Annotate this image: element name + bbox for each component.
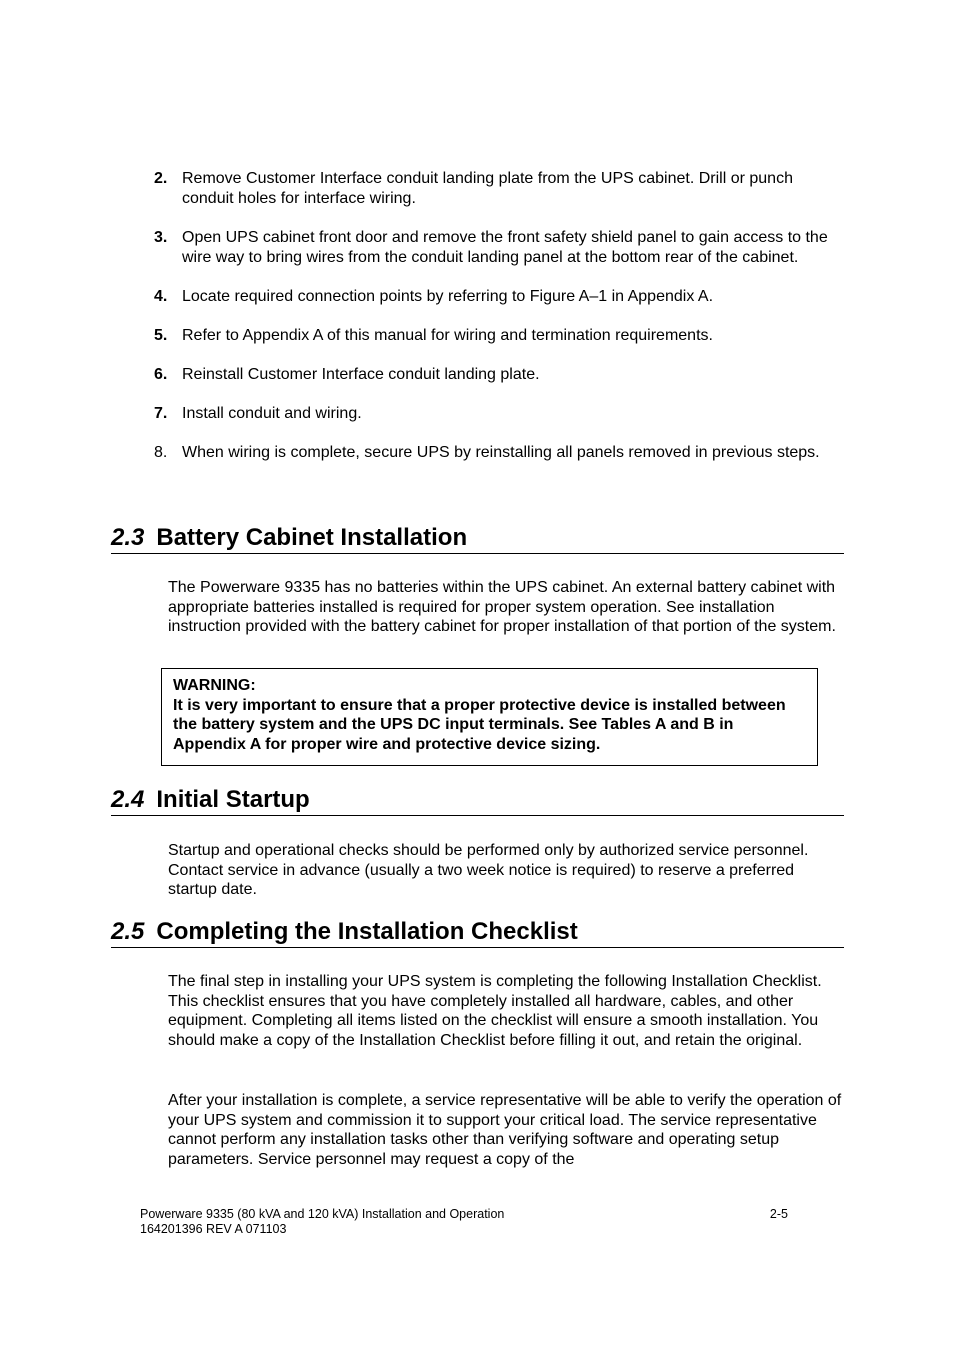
section-heading-installation-checklist xyxy=(111,918,844,948)
warning-text: It is very important to ensure that a proper protective device is installed between the battery system and the UPS DC input terminals. See Tables A and B in Appendix A for proper wire and protective device sizing. xyxy=(173,696,786,754)
section-heading-battery-cabinet xyxy=(111,524,844,554)
footer-title: Powerware 9335 (80 kVA and 120 kVA) Installation and Operation xyxy=(140,1207,505,1221)
step-text: Open UPS cabinet front door and remove the front safety shield panel to gain access to the wire way to bring wires from the conduit landing panel at the bottom rear of the cabinet. xyxy=(182,229,828,266)
section-title: Completing the Installation Checklist xyxy=(156,918,578,945)
list-item xyxy=(154,169,844,209)
checklist-paragraph-1: The final step in installing your UPS system is completing the following Installation Checklist. This checklist ensures that you have completely installed all hardware, cables, and other equipment. Completing all items listed on the checklist will ensure a smooth installation. You should make a copy of the Installation Checklist before filling it out, and retain the original. xyxy=(168,973,822,1050)
step-text: Reinstall Customer Interface conduit landing plate. xyxy=(182,366,540,383)
step-text: When wiring is complete, secure UPS by reinstalling all panels removed in previous steps. xyxy=(182,444,820,461)
section-title: Battery Cabinet Installation xyxy=(156,524,468,551)
list-item xyxy=(154,365,844,385)
step-text: Locate required connection points by referring to Figure A–1 in Appendix A. xyxy=(182,288,714,305)
step-number: 2. xyxy=(154,170,168,187)
step-number: 4. xyxy=(154,288,168,305)
list-item xyxy=(154,404,844,424)
section-heading-initial-startup xyxy=(111,786,844,816)
section-number: 2.5 xyxy=(111,918,145,945)
warning-label: WARNING: xyxy=(173,677,256,694)
footer-doc-id: 164201396 REV A 071103 xyxy=(140,1222,287,1236)
installation-steps-list xyxy=(154,169,844,482)
page-number: 2-5 xyxy=(769,1207,788,1221)
step-number: 5. xyxy=(154,327,168,344)
step-text: Refer to Appendix A of this manual for wiring and termination requirements. xyxy=(182,327,713,344)
section-title: Initial Startup xyxy=(156,786,310,813)
step-text: Install conduit and wiring. xyxy=(182,405,362,422)
list-item xyxy=(154,287,844,307)
battery-paragraph: The Powerware 9335 has no batteries within the UPS cabinet. An external battery cabinet with appropriate batteries installed is required for proper system operation. See installation instruction provided with the battery cabinet for proper installation of that portion of the system. xyxy=(168,579,836,636)
page-footer xyxy=(140,1207,788,1237)
section-number: 2.4 xyxy=(111,786,145,813)
step-text: Remove Customer Interface conduit landing plate from the UPS cabinet. Drill or punch conduit holes for interface wiring. xyxy=(182,170,793,207)
step-number: 6. xyxy=(154,366,168,383)
warning-box xyxy=(161,668,818,766)
step-number: 8. xyxy=(154,444,168,461)
startup-paragraph: Startup and operational checks should be performed only by authorized service personnel. Contact service in advance (usually a two week notice is required) to reserve a preferred startup date. xyxy=(168,842,809,899)
list-item xyxy=(154,228,844,268)
list-item xyxy=(154,443,844,463)
checklist-paragraph-2: After your installation is complete, a service representative will be able to verify the operation of your UPS system and commission it to support your critical load. The service representative cannot perform any installation tasks other than verifying software and operating setup parameters. Service personnel may request a copy of the xyxy=(168,1092,842,1169)
list-item xyxy=(154,326,844,346)
step-number: 3. xyxy=(154,229,168,246)
section-number: 2.3 xyxy=(111,524,145,551)
step-number: 7. xyxy=(154,405,168,422)
